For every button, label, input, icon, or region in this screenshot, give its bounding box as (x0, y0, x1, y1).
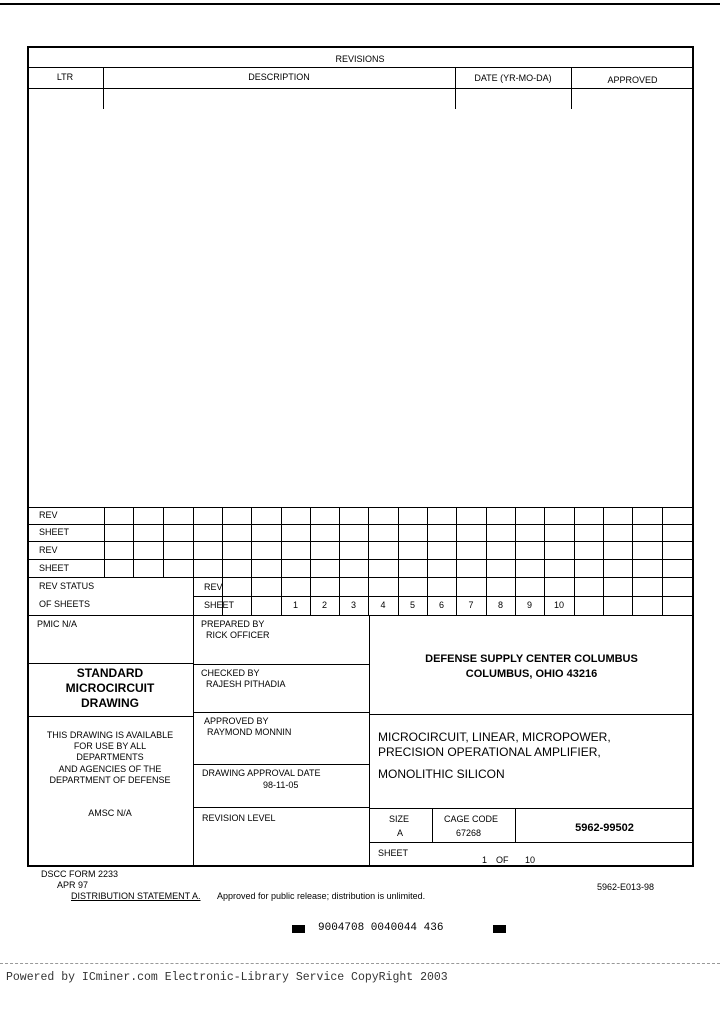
grid-col-line (456, 507, 457, 615)
distribution-text: Approved for public release; distribution is unlimited. (217, 891, 426, 901)
sheet-number-9: 9 (526, 600, 532, 610)
grid-col-line (603, 507, 604, 615)
sheet-current: 1 (482, 855, 488, 865)
col-ltr-header: LTR (56, 72, 74, 82)
rev-status-rev-label: REV (204, 582, 223, 592)
title-line3: MONOLITHIC SILICON (378, 767, 505, 781)
revisions-title: REVISIONS (335, 54, 385, 64)
approval-date-label: DRAWING APPROVAL DATE (202, 768, 321, 778)
col-description-header: DESCRIPTION (248, 72, 310, 82)
grid-col-line (222, 507, 223, 615)
grid-col-line (486, 507, 487, 615)
grid-col-line (427, 507, 428, 615)
grid-col-line (515, 507, 516, 615)
availability-line3: DEPARTMENTS (76, 752, 144, 762)
grid-col-line (544, 507, 545, 615)
sheet-number-8: 8 (497, 600, 503, 610)
footer-credit: Powered by ICminer.com Electronic-Library Service CopyRight 2003 (6, 971, 448, 984)
agency-line2: COLUMBUS, OHIO 43216 (465, 668, 598, 680)
grid-col-line (163, 507, 164, 577)
distribution-label: DISTRIBUTION STATEMENT A. (71, 891, 201, 901)
size-value: A (397, 828, 404, 838)
cage-code-label: CAGE CODE (444, 814, 499, 824)
rev-status-sheet-label: SHEET (204, 600, 235, 610)
sheet-number-2: 2 (321, 600, 327, 610)
title-line1: MICROCIRCUIT, LINEAR, MICROPOWER, (378, 730, 611, 744)
availability-line2: FOR USE BY ALL (73, 741, 147, 751)
size-label: SIZE (389, 814, 410, 824)
grid-col-line (251, 507, 252, 615)
grid-col-line (281, 507, 282, 615)
pmic-label: PMIC N/A (37, 619, 78, 629)
sheet-number-1: 1 (292, 600, 298, 610)
revision-level-label: REVISION LEVEL (202, 813, 276, 823)
sheet-of: OF (496, 855, 509, 865)
grid-row-sheet-1: SHEET (39, 527, 70, 537)
scan-edge-line (0, 3, 720, 5)
grid-col-line (368, 507, 369, 615)
title-line2: PRECISION OPERATIONAL AMPLIFIER, (378, 745, 601, 759)
grid-col-line (632, 507, 633, 615)
form-id-line2: APR 97 (57, 880, 89, 890)
grid-row-rev-1: REV (39, 510, 58, 520)
footer-separator (0, 963, 720, 964)
sheet-number-7: 7 (468, 600, 474, 610)
approved-by-name: RAYMOND MONNIN (207, 727, 292, 737)
grid-col-line (574, 507, 575, 615)
agency-line1: DEFENSE SUPPLY CENTER COLUMBUS (425, 653, 638, 665)
amsc-label: AMSC N/A (88, 808, 132, 818)
sheet-number-10: 10 (553, 600, 564, 610)
availability-line5: DEPARTMENT OF DEFENSE (49, 775, 171, 785)
grid-row-rev-2: REV (39, 545, 58, 555)
col-approved-header: APPROVED (607, 75, 658, 85)
availability-line1: THIS DRAWING IS AVAILABLE (46, 730, 174, 740)
sheet-number-4: 4 (380, 600, 386, 610)
sheet-number-6: 6 (438, 600, 444, 610)
checked-by-name: RAJESH PITHADIA (206, 679, 286, 689)
standard-line3: DRAWING (81, 696, 139, 710)
grid-col-line (310, 507, 311, 615)
availability-line4: AND AGENCIES OF THE (58, 764, 162, 774)
approval-date-value: 98-11-05 (263, 780, 299, 790)
sheet-number-5: 5 (409, 600, 415, 610)
checked-by-label: CHECKED BY (201, 668, 260, 678)
grid-col-line (193, 507, 194, 577)
grid-col-line (398, 507, 399, 615)
col-date-header: DATE (YR-MO-DA) (474, 73, 552, 83)
barcode-text: 9004708 0040044 436 (318, 922, 444, 934)
grid-col-line (662, 507, 663, 615)
cage-code-value: 67268 (456, 828, 482, 838)
form-number: 5962-E013-98 (597, 882, 655, 892)
standard-line1: STANDARD (76, 666, 144, 680)
standard-line2: MICROCIRCUIT (65, 681, 155, 695)
grid-col-line (104, 507, 105, 577)
sheet-total: 10 (525, 855, 536, 865)
grid-col-line (339, 507, 340, 615)
of-sheets-label: OF SHEETS (39, 599, 91, 609)
sheet-number-3: 3 (350, 600, 356, 610)
grid-row-sheet-2: SHEET (39, 563, 70, 573)
form-id-line1: DSCC FORM 2233 (41, 869, 119, 879)
prepared-by-label: PREPARED BY (201, 619, 265, 629)
drawing-number: 5962-99502 (575, 822, 634, 834)
grid-col-line (133, 507, 134, 577)
approved-by-label: APPROVED BY (204, 716, 269, 726)
barcode-block-right (493, 925, 506, 933)
rev-status-label: REV STATUS (39, 581, 95, 591)
prepared-by-name: RICK OFFICER (206, 630, 270, 640)
sheet-label: SHEET (378, 848, 409, 858)
barcode-block-left (292, 925, 305, 933)
